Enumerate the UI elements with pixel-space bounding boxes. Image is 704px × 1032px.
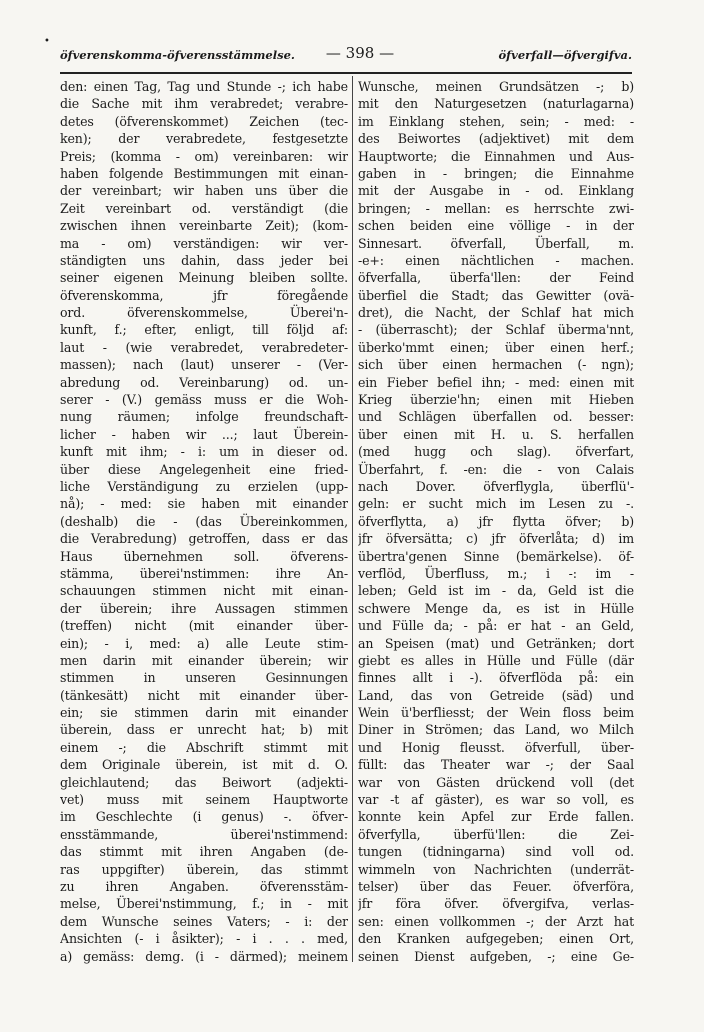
text-line: mit der Ausgabe in - od. Einklang	[358, 183, 634, 199]
text-line: jfr föra öfver. öfvergifva, verlas-	[358, 896, 634, 912]
text-line: ma - om) verständigen: wir ver-	[60, 235, 348, 251]
text-line: giebt es alles in Hülle und Fülle (där	[358, 652, 634, 668]
text-line: verflöd, Überfluss, m.; i -: im -	[358, 565, 634, 581]
text-line: nung räumen; infolge freundschaft-	[60, 409, 348, 425]
text-line: überko'mmt einen; über einen herf.;	[358, 339, 634, 355]
text-line: finnes allt i -). öfverflöda på: ein	[358, 670, 634, 686]
left-column	[60, 78, 348, 965]
column-divider	[352, 76, 353, 962]
text-line: seiner eigenen Meinung bleiben sollte.	[60, 270, 348, 286]
text-line: stämma, überei'nstimmen: ihre An-	[60, 565, 348, 581]
text-line: und Schlägen überfallen od. besser:	[358, 409, 634, 425]
text-line: öfverfalla, überfa'llen: der Feind	[358, 270, 634, 286]
text-line: konnte kein Apfel zur Erde fallen.	[358, 809, 634, 825]
text-line: dret), die Nacht, der Schlaf hat mich	[358, 305, 634, 321]
text-line: wimmeln von Nachrichten (underrät-	[358, 861, 634, 877]
text-line: an Speisen (mat) und Getränken; dort	[358, 635, 634, 651]
text-line: nå); - med: sie haben mit einander	[60, 496, 348, 512]
text-line: ord. öfverenskommelse, Überei'n-	[60, 305, 348, 321]
text-line: zwischen ihnen vereinbarte Zeit); (kom-	[60, 218, 348, 234]
text-line: Ansichten (- i åsikter); - i . . . med,	[60, 931, 348, 947]
text-line: telser) über das Feuer. öfverföra,	[358, 878, 634, 894]
text-line: mit den Naturgesetzen (naturlagarna)	[358, 96, 634, 112]
text-line: der überein; ihre Aussagen stimmen	[60, 600, 348, 616]
text-line: men darin mit einander überein; wir	[60, 652, 348, 668]
text-line: öfverfylla, überfü'llen: die Zei-	[358, 826, 634, 842]
margin-mark: •	[44, 36, 50, 47]
text-line: - (überrascht); der Schlaf überma'nnt,	[358, 322, 634, 338]
text-line: (med hugg och slag). öfverfart,	[358, 444, 634, 460]
text-line: Hauptworte; die Einnahmen und Aus-	[358, 148, 634, 164]
text-line: Überfahrt, f. -en: die - von Calais	[358, 461, 634, 477]
text-line: Sinnesart. öfverfall, Überfall, m.	[358, 235, 634, 251]
text-line: öfverflytta, a) jfr flytta öfver; b)	[358, 513, 634, 529]
text-line: gleichlautend; das Beiwort (adjekti-	[60, 774, 348, 790]
header-right-catchword: öfverfall—öfvergifva.	[498, 48, 632, 62]
text-line: und Fülle da; - på: er hat - an Geld,	[358, 618, 634, 634]
text-line: das stimmt mit ihren Angaben (de-	[60, 844, 348, 860]
text-line: die Verabredung) getroffen, dass er das	[60, 531, 348, 547]
text-line: massen); nach (laut) unserer - (Ver-	[60, 357, 348, 373]
text-line: abredung od. Vereinbarung) od. un-	[60, 374, 348, 390]
text-line: serer - (V.) gemäss muss er die Woh-	[60, 392, 348, 408]
page-number: — 398 —	[325, 44, 395, 62]
text-line: Diner in Strömen; das Land, wo Milch	[358, 722, 634, 738]
text-line: kunft mit ihm; - i: um in dieser od.	[60, 444, 348, 460]
text-line: dem Wunsche seines Vaters; - i: der	[60, 913, 348, 929]
text-line: Land, das von Getreide (säd) und	[358, 687, 634, 703]
text-line: Preis; (komma - om) vereinbaren: wir	[60, 148, 348, 164]
text-line: im Geschlechte (i genus) -. öfver-	[60, 809, 348, 825]
text-line: dem Originale überein, ist mit d. O.	[60, 757, 348, 773]
text-line: über diese Angelegenheit eine fried-	[60, 461, 348, 477]
text-line: war von Gästen drückend voll (det	[358, 774, 634, 790]
text-line: schwere Menge da, es ist in Hülle	[358, 600, 634, 616]
text-line: sich über einen hermachen (- ngn);	[358, 357, 634, 373]
text-line: über einen mit H. u. S. herfallen	[358, 426, 634, 442]
text-line: (treffen) nicht (mit einander über-	[60, 618, 348, 634]
header-rule	[60, 72, 632, 74]
text-line: im Einklang stehen, sein; - med: -	[358, 113, 634, 129]
text-line: (deshalb) die - (das Übereinkommen,	[60, 513, 348, 529]
text-line: detes (öfverenskommet) Zeichen (tec-	[60, 113, 348, 129]
header-left-catchword: öfverenskomma-öfverensstämmelse.	[60, 48, 295, 62]
text-line: ras uppgifter) überein, das stimmt	[60, 861, 348, 877]
text-line: kunft, f.; efter, enligt, till följd af:	[60, 322, 348, 338]
text-line: schen beiden eine völlige - in der	[358, 218, 634, 234]
text-line: var -t af gäster), es war so voll, es	[358, 792, 634, 808]
text-line: füllt: das Theater war -; der Saal	[358, 757, 634, 773]
text-line: Zeit vereinbart od. verständigt (die	[60, 200, 348, 216]
text-line: überein, dass er unrecht hat; b) mit	[60, 722, 348, 738]
text-line: ein; sie stimmen darin mit einander	[60, 705, 348, 721]
text-line: Haus übernehmen soll. öfverens-	[60, 548, 348, 564]
text-line: der vereinbart; wir haben uns über die	[60, 183, 348, 199]
text-line: nach Dover. öfverflygla, überflü'-	[358, 478, 634, 494]
text-line: sen: einen vollkommen -; der Arzt hat	[358, 913, 634, 929]
right-column	[358, 78, 634, 965]
text-line: melse, Überei'nstimmung, f.; in - mit	[60, 896, 348, 912]
text-line: schauungen stimmen nicht mit einan-	[60, 583, 348, 599]
text-line: ensstämmande, überei'nstimmend:	[60, 826, 348, 842]
text-line: leben; Geld ist im - da, Geld ist die	[358, 583, 634, 599]
text-line: jfr öfversätta; c) jfr öfverlåta; d) im	[358, 531, 634, 547]
text-line: öfverenskomma, jfr föregående	[60, 287, 348, 303]
text-line: den Kranken aufgegeben; einen Ort,	[358, 931, 634, 947]
text-line: (tänkesätt) nicht mit einander über-	[60, 687, 348, 703]
text-line: bringen; - mellan: es herrschte zwi-	[358, 200, 634, 216]
text-line: gaben in - bringen; die Einnahme	[358, 165, 634, 181]
text-line: und Honig fleusst. öfverfull, über-	[358, 739, 634, 755]
text-line: a) gemäss: demg. (i - därmed); meinem	[60, 948, 348, 964]
text-line: Wunsche, meinen Grundsätzen -; b)	[358, 79, 634, 94]
text-line: liche Verständigung zu erzielen (upp-	[60, 478, 348, 494]
text-line: -e+: einen nächtlichen - machen.	[358, 252, 634, 268]
text-line: die Sache mit ihm verabredet; verabre-	[60, 96, 348, 112]
page-header	[60, 44, 632, 70]
text-line: tungen (tidningarna) sind voll od.	[358, 844, 634, 860]
text-line: ein Fieber befiel ihn; - med: einen mit	[358, 374, 634, 390]
text-line: stimmen in unseren Gesinnungen	[60, 670, 348, 686]
text-line: licher - haben wir ...; laut Überein-	[60, 426, 348, 442]
text-line: Wein ü'berfliesst; der Wein floss beim	[358, 705, 634, 721]
text-line: ken); der verabredete, festgesetzte	[60, 131, 348, 147]
text-line: überfiel die Stadt; das Gewitter (ovä-	[358, 287, 634, 303]
text-line: geln: er sucht mich im Lesen zu -.	[358, 496, 634, 512]
text-line: ständigten uns dahin, dass jeder bei	[60, 252, 348, 268]
text-line: einem -; die Abschrift stimmt mit	[60, 739, 348, 755]
text-line: den: einen Tag, Tag und Stunde -; ich habe	[60, 79, 348, 94]
text-line: laut - (wie verabredet, verabredeter-	[60, 339, 348, 355]
text-line: seinen Dienst aufgeben, -; eine Ge-	[358, 948, 634, 964]
text-line: haben folgende Bestimmungen mit einan-	[60, 165, 348, 181]
text-line: übertra'genen Sinne (bemärkelse). öf-	[358, 548, 634, 564]
text-line: vet) muss mit seinem Hauptworte	[60, 792, 348, 808]
text-line: Krieg überzie'hn; einen mit Hieben	[358, 392, 634, 408]
text-line: des Beiwortes (adjektivet) mit dem	[358, 131, 634, 147]
text-line: ein); - i, med: a) alle Leute stim-	[60, 635, 348, 651]
text-line: zu ihren Angaben. öfverensstäm-	[60, 878, 348, 894]
